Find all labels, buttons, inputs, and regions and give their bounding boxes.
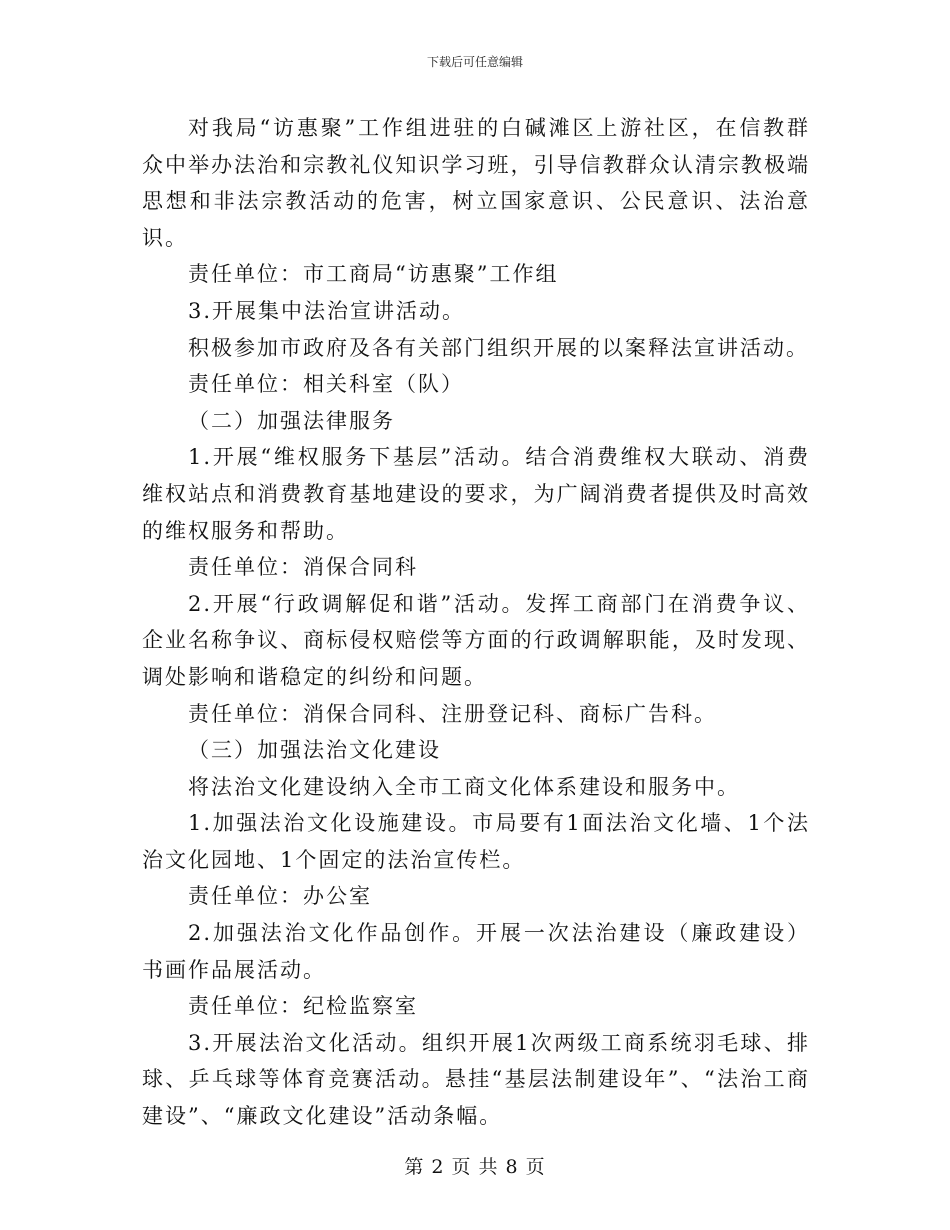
paragraph-8: 责任单位：消保合同科	[188, 555, 418, 580]
paragraph-13: 1.加强法治文化设施建设。市局要有1面法治文化墙、1个法治文化园地、1个固定的法治宣传栏。	[142, 811, 810, 872]
section-heading-2: （二）加强法律服务	[188, 408, 395, 433]
paragraph-14: 责任单位：办公室	[188, 884, 372, 909]
document-body	[142, 110, 810, 1135]
paragraph-2: 责任单位：市工商局“访惠聚”工作组	[188, 262, 559, 287]
page-number-footer: 第 2 页 共 8 页	[404, 1156, 546, 1178]
paragraph-7: 1.开展“维权服务下基层”活动。结合消费维权大联动、消费维权站点和消费教育基地建设的要求，为广阔消费者提供及时高效的维权服务和帮助。	[142, 445, 810, 543]
paragraph-3: 3.开展集中法治宣讲活动。	[188, 298, 466, 323]
paragraph-15: 2.加强法治文化作品创作。开展一次法治建设（廉政建设）书画作品展活动。	[142, 921, 810, 982]
paragraph-16: 责任单位：纪检监察室	[188, 994, 418, 1019]
paragraph-12: 将法治文化建设纳入全市工商文化体系建设和服务中。	[188, 774, 740, 799]
paragraph-17: 3.开展法治文化活动。组织开展1次两级工商系统羽毛球、排球、乒乓球等体育竞赛活动。悬挂“基层法制建设年”、“法治工商建设”、“廉政文化建设”活动条幅。	[142, 1030, 810, 1129]
paragraph-5: 责任单位：相关科室（队）	[188, 372, 464, 397]
section-heading-3: （三）加强法治文化建设	[188, 738, 441, 763]
page-header: 下载后可任意编辑	[426, 55, 523, 69]
paragraph-1: 对我局“访惠聚”工作组进驻的白碱滩区上游社区，在信教群众中举办法治和宗教礼仪知识学习班，引导信教群众认清宗教极端思想和非法宗教活动的危害，树立国家意识、公民意识、法治意识。	[142, 116, 810, 250]
paragraph-4: 积极参加市政府及各有关部门组织开展的以案释法宣讲活动。	[188, 335, 809, 360]
paragraph-10: 责任单位：消保合同科、注册登记科、商标广告科。	[188, 701, 717, 726]
paragraph-9: 2.开展“行政调解促和谐”活动。发挥工商部门在消费争议、企业名称争议、商标侵权赔偿等方面的行政调解职能，及时发现、调处影响和谐稳定的纠纷和问题。	[142, 591, 810, 689]
